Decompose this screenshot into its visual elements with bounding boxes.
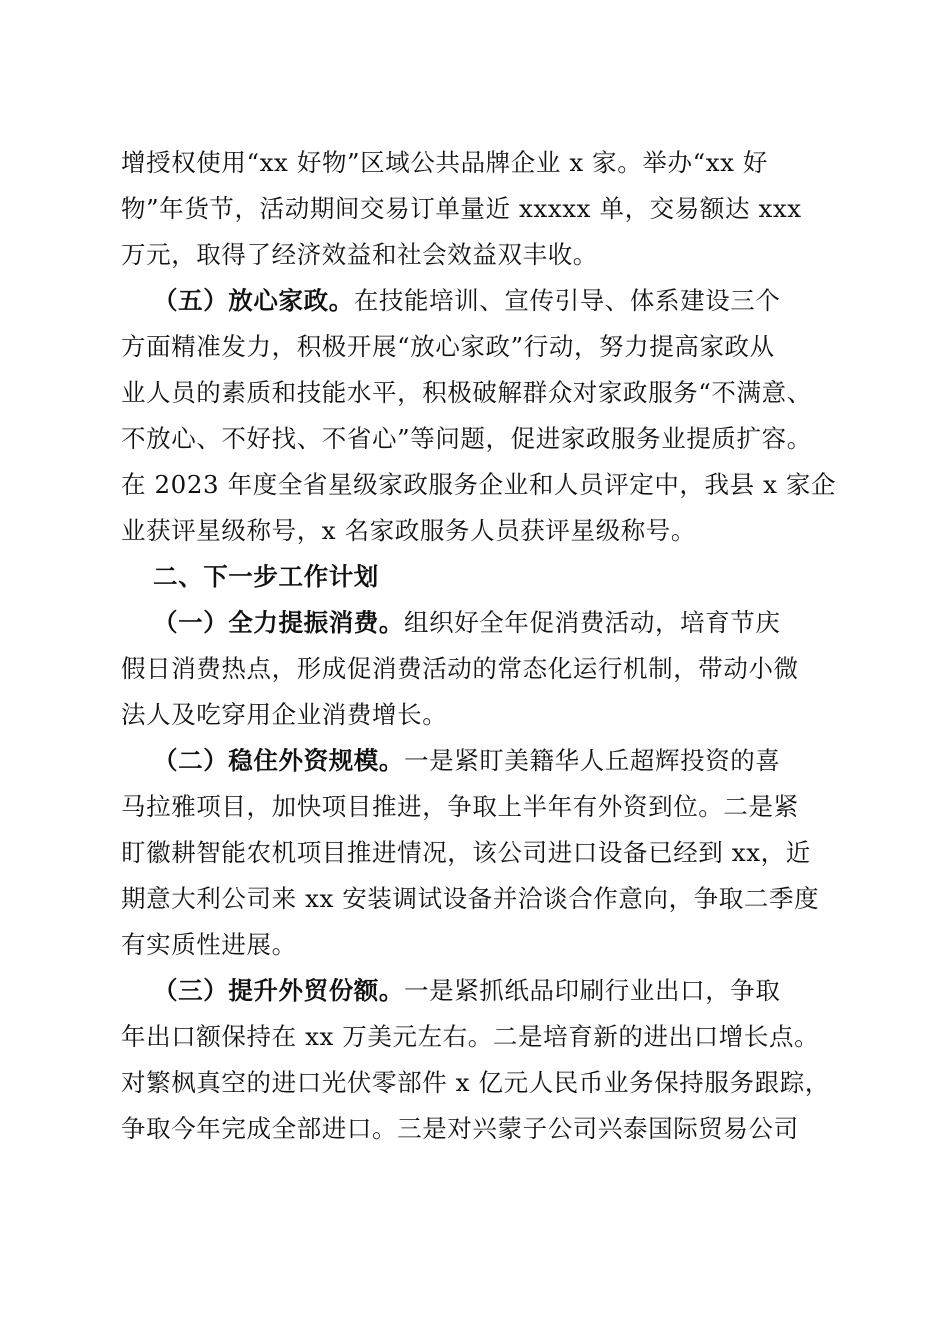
text-line: 万元，取得了经济效益和社会效益双丰收。 — [121, 240, 598, 269]
text-line: 假日消费热点，形成促消费活动的常态化运行机制，带动小微 — [121, 654, 799, 683]
text-line: 业获评星级称号，x 名家政服务人员获评星级称号。 — [121, 516, 697, 545]
text-span: 在技能培训、宣传引导、体系建设三个 — [353, 286, 781, 315]
text-span: 组织好全年促消费活动，培育节庆 — [404, 608, 781, 637]
text-line: 马拉雅项目，加快项目推进，争取上半年有外资到位。二是紧 — [121, 792, 799, 821]
text-line: 对繁枫真空的进口光伏零部件 x 亿元人民币业务保持服务跟踪， — [121, 1068, 830, 1097]
text-line: 法人及吃穿用企业消费增长。 — [121, 700, 448, 729]
text-line: 争取今年完成全部进口。三是对兴蒙子公司兴泰国际贸易公司 — [121, 1114, 799, 1143]
paragraph-lead: （五）放心家政。 — [153, 286, 354, 315]
paragraph-lead: （二）稳住外资规模。 — [153, 746, 404, 775]
text-line: 业人员的素质和技能水平，积极破解群众对家政服务“不满意、 — [121, 378, 812, 407]
text-line: 不放心、不好找、不省心”等问题，促进家政服务业提质扩容。 — [121, 424, 812, 453]
paragraph-first-line — [153, 746, 843, 776]
paragraph-first-line — [153, 976, 843, 1006]
text-line: 期意大利公司来 xx 安装调试设备并洽谈合作意向，争取二季度 — [121, 884, 820, 913]
text-line: 在 2023 年度全省星级家政服务企业和人员评定中，我县 x 家企 — [121, 470, 837, 499]
text-span: 一是紧抓纸品印刷行业出口，争取 — [404, 976, 781, 1005]
section-heading: 二、下一步工作计划 — [153, 562, 379, 591]
paragraph-first-line — [153, 608, 843, 638]
text-line: 物”年货节，活动期间交易订单量近 xxxxx 单，交易额达 xxx — [121, 194, 802, 223]
text-span: 一是紧盯美籍华人丘超辉投资的喜 — [404, 746, 781, 775]
text-line: 方面精准发力，积极开展“放心家政”行动，努力提高家政从 — [121, 332, 775, 361]
paragraph-lead: （三）提升外贸份额。 — [153, 976, 404, 1005]
text-line: 盯徽耕智能农机项目推进情况，该公司进口设备已经到 xx，近 — [121, 838, 811, 867]
text-line: 有实质性进展。 — [121, 930, 297, 959]
paragraph-first-line — [153, 286, 843, 316]
text-line: 年出口额保持在 xx 万美元左右。二是培育新的进出口增长点。 — [121, 1022, 820, 1051]
paragraph-lead: （一）全力提振消费。 — [153, 608, 404, 637]
text-line: 增授权使用“xx 好物”区域公共品牌企业 x 家。举办“xx 好 — [121, 148, 769, 177]
